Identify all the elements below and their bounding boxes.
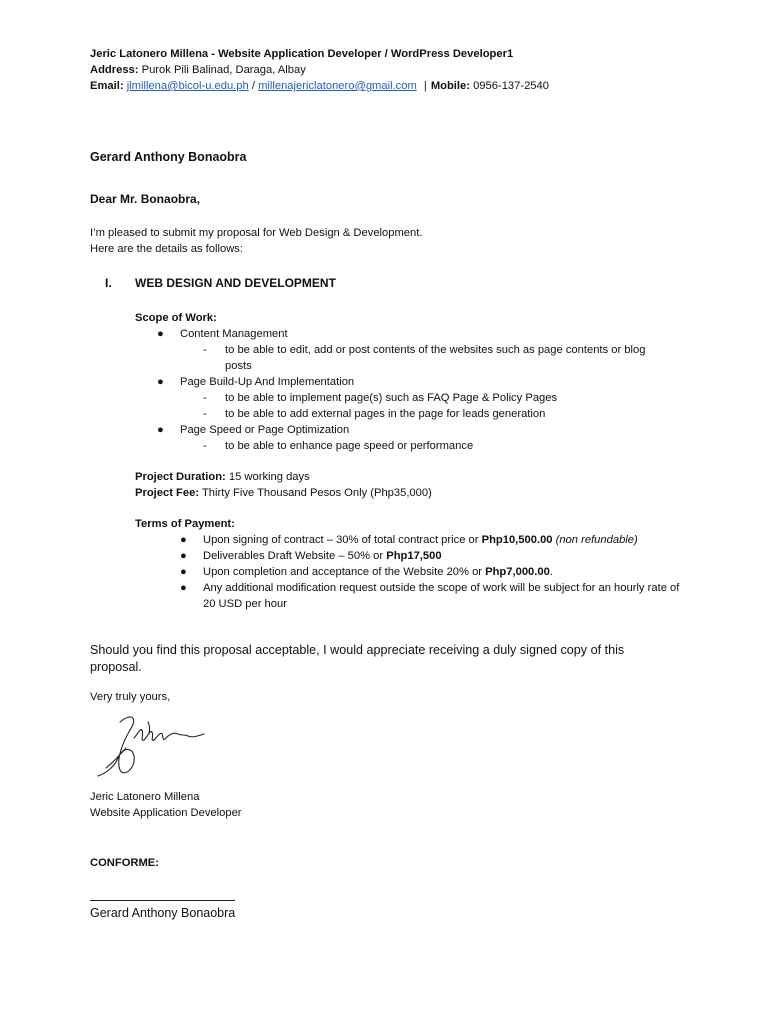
section-title: WEB DESIGN AND DEVELOPMENT [135, 276, 336, 290]
address-value: Purok Pili Balinad, Daraga, Albay [141, 64, 306, 76]
scope-item-title: Page Build-Up And Implementation [180, 376, 355, 388]
email-label: Email: [90, 80, 124, 92]
email-link-secondary[interactable]: millenajericlatonero@gmail.com [258, 80, 417, 92]
terms-item-text [203, 564, 683, 580]
bullet-icon: ● [157, 424, 164, 436]
project-duration-label: Project Duration: [135, 471, 226, 483]
scope-subitem [135, 406, 675, 422]
scope-item-title: Content Management [180, 328, 288, 340]
scope-subitem-text: to be able to enhance page speed or performance [225, 440, 474, 452]
bullet-icon: ● [180, 550, 187, 562]
mobile-label: Mobile: [430, 80, 470, 92]
signer-title: Website Application Developer [90, 807, 242, 819]
terms-amount: Php17,500 [386, 550, 442, 562]
closing-paragraph: Should you find this proposal acceptable, I would appreciate receiving a duly signed copy of this proposal. [90, 643, 625, 674]
scope-item [135, 326, 675, 342]
address-label: Address: [90, 64, 139, 76]
project-duration-value: 15 working days [228, 471, 310, 483]
terms-item [135, 564, 695, 580]
intro-paragraph [90, 225, 422, 257]
terms-item-text [203, 548, 683, 564]
bullet-icon: ● [180, 534, 187, 546]
intro-line: I’m pleased to submit my proposal for Web Design & Development. [90, 227, 423, 239]
sender-heading: Jeric Latonero Millena - Website Application Developer / WordPress Developer1 [90, 48, 514, 60]
email-separator: / [251, 80, 255, 92]
mobile-value: 0956-137-2540 [473, 80, 549, 92]
contact-line [90, 78, 730, 94]
signature-icon [92, 708, 212, 782]
address-line [90, 62, 730, 78]
scope-subitem [135, 342, 675, 374]
letterhead [90, 46, 730, 94]
terms-amount: Php7,000.00 [485, 566, 550, 578]
terms-item [135, 580, 695, 612]
section-number: I. [105, 276, 112, 290]
bullet-icon: ● [157, 328, 164, 340]
terms-item [135, 548, 695, 564]
dash-icon: - [203, 392, 207, 404]
scope-item [135, 374, 675, 390]
terms-amount: Php10,500.00 [481, 534, 553, 546]
bullet-icon: ● [180, 582, 187, 594]
section-heading [90, 275, 336, 291]
terms-text: Upon signing of contract – 30% of total contract price or [203, 534, 482, 546]
scope-subitem [135, 390, 675, 406]
terms-note: (non refundable) [555, 534, 638, 546]
scope-item [135, 422, 675, 438]
signer-block [90, 789, 242, 821]
conforme-label: CONFORME: [90, 857, 159, 869]
bullet-icon: ● [180, 566, 187, 578]
dash-icon: - [203, 408, 207, 420]
project-fee-value: Thirty Five Thousand Pesos Only (Php35,000) [201, 487, 432, 499]
scope-item-title: Page Speed or Page Optimization [180, 424, 350, 436]
scope-subitem-text: to be able to implement page(s) such as FAQ Page & Policy Pages [225, 392, 558, 404]
terms-item-text [203, 532, 683, 548]
recipient-name: Gerard Anthony Bonaobra [90, 150, 247, 164]
mobile-separator: | [423, 80, 427, 92]
valediction: Very truly yours, [90, 691, 171, 703]
project-details [135, 469, 432, 501]
terms-label: Terms of Payment: [135, 518, 235, 530]
salutation: Dear Mr. Bonaobra, [90, 192, 201, 206]
signature-line [90, 900, 235, 901]
email-link-primary[interactable]: jlmillena@bicol-u.edu.ph [126, 80, 249, 92]
terms-item-text: Any additional modification request outside the scope of work will be subject for an hourly rate of 20 USD per hour [203, 582, 680, 610]
project-fee [135, 485, 432, 501]
signer-name: Jeric Latonero Millena [90, 791, 200, 803]
terms-text: Upon completion and acceptance of the Website 20% or [203, 566, 486, 578]
terms-text: Deliverables Draft Website – 50% or [203, 550, 387, 562]
project-duration [135, 469, 432, 485]
terms-of-payment [135, 516, 695, 612]
bullet-icon: ● [157, 376, 164, 388]
intro-line: Here are the details as follows: [90, 243, 243, 255]
project-fee-label: Project Fee: [135, 487, 200, 499]
terms-text-end: . [549, 566, 553, 578]
dash-icon: - [203, 344, 207, 356]
conforme-name: Gerard Anthony Bonaobra [90, 906, 236, 920]
scope-label: Scope of Work: [135, 312, 217, 324]
scope-of-work [135, 310, 675, 454]
scope-subitem [135, 438, 675, 454]
scope-subitem-text: to be able to add external pages in the page for leads generation [225, 408, 546, 420]
dash-icon: - [203, 440, 207, 452]
terms-item [135, 532, 695, 548]
scope-subitem-text: to be able to edit, add or post contents of the websites such as page contents or blog posts [225, 344, 646, 372]
